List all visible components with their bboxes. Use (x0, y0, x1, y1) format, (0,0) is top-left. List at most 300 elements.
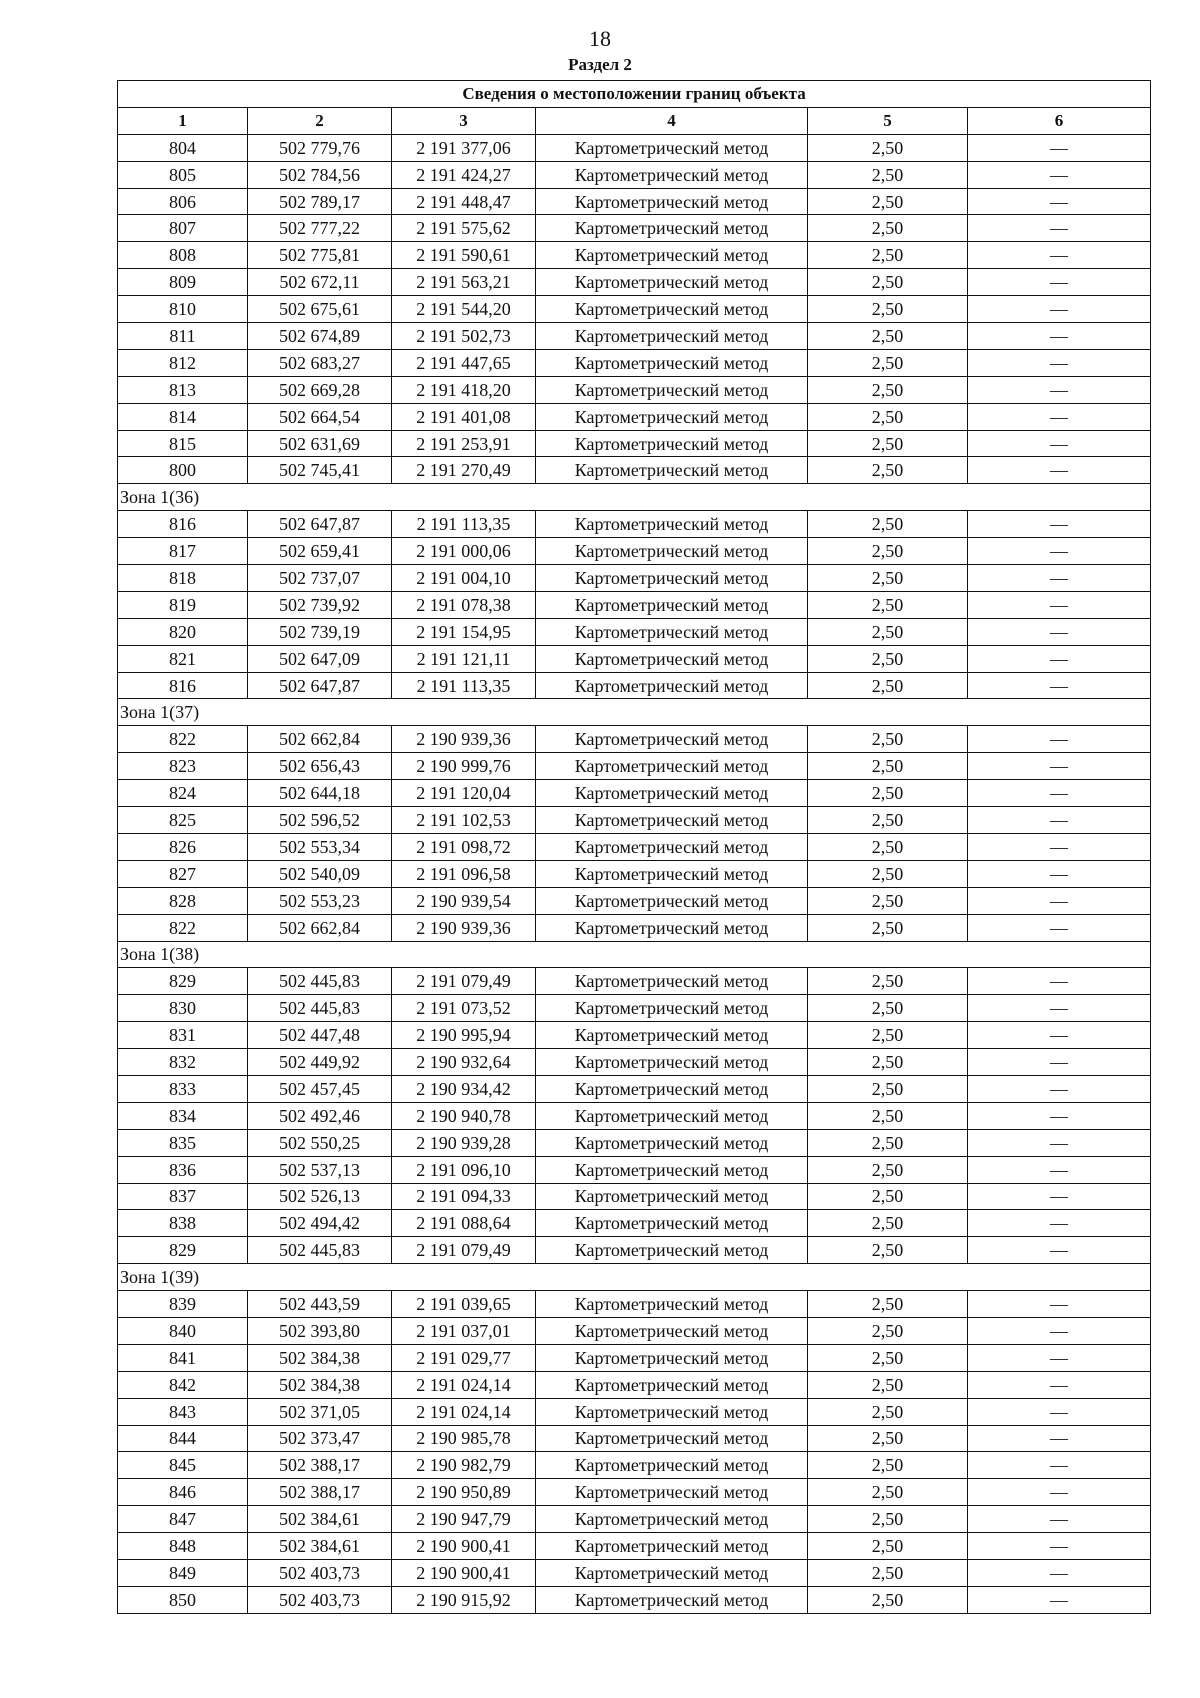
table-row (118, 1398, 1151, 1425)
point-number-cell: 823 (118, 753, 248, 780)
description-cell: — (968, 403, 1151, 430)
accuracy-cell: 2,50 (808, 1075, 968, 1102)
y-coordinate-cell: 2 190 900,41 (392, 1533, 536, 1560)
x-coordinate-cell: 502 777,22 (248, 215, 392, 242)
accuracy-cell: 2,50 (808, 1586, 968, 1613)
x-coordinate-cell: 502 669,28 (248, 376, 392, 403)
column-header: 4 (536, 107, 808, 134)
description-cell: — (968, 1317, 1151, 1344)
accuracy-cell: 2,50 (808, 349, 968, 376)
x-coordinate-cell: 502 596,52 (248, 807, 392, 834)
accuracy-cell: 2,50 (808, 1183, 968, 1210)
x-coordinate-cell: 502 775,81 (248, 242, 392, 269)
accuracy-cell: 2,50 (808, 1452, 968, 1479)
method-cell: Картометрический метод (536, 565, 808, 592)
y-coordinate-cell: 2 190 995,94 (392, 1022, 536, 1049)
description-cell: — (968, 887, 1151, 914)
table-row (118, 457, 1151, 484)
description-cell: — (968, 1075, 1151, 1102)
y-coordinate-cell: 2 191 024,14 (392, 1398, 536, 1425)
table-row (118, 1559, 1151, 1586)
method-cell: Картометрический метод (536, 887, 808, 914)
y-coordinate-cell: 2 191 253,91 (392, 430, 536, 457)
table-row (118, 565, 1151, 592)
accuracy-cell: 2,50 (808, 887, 968, 914)
point-number-cell: 819 (118, 591, 248, 618)
x-coordinate-cell: 502 445,83 (248, 1237, 392, 1264)
accuracy-cell: 2,50 (808, 538, 968, 565)
x-coordinate-cell: 502 553,23 (248, 887, 392, 914)
x-coordinate-cell: 502 662,84 (248, 914, 392, 941)
method-cell: Картометрический метод (536, 807, 808, 834)
zone-label: Зона 1(36) (118, 484, 1151, 511)
y-coordinate-cell: 2 191 073,52 (392, 995, 536, 1022)
point-number-cell: 808 (118, 242, 248, 269)
y-coordinate-cell: 2 190 900,41 (392, 1559, 536, 1586)
y-coordinate-cell: 2 191 088,64 (392, 1210, 536, 1237)
accuracy-cell: 2,50 (808, 323, 968, 350)
point-number-cell: 813 (118, 376, 248, 403)
table-row (118, 1371, 1151, 1398)
method-cell: Картометрический метод (536, 403, 808, 430)
description-cell: — (968, 1291, 1151, 1318)
table-row (118, 860, 1151, 887)
y-coordinate-cell: 2 191 094,33 (392, 1183, 536, 1210)
y-coordinate-cell: 2 191 270,49 (392, 457, 536, 484)
x-coordinate-cell: 502 784,56 (248, 161, 392, 188)
y-coordinate-cell: 2 191 096,58 (392, 860, 536, 887)
table-row (118, 1210, 1151, 1237)
y-coordinate-cell: 2 191 154,95 (392, 618, 536, 645)
point-number-cell: 825 (118, 807, 248, 834)
y-coordinate-cell: 2 191 563,21 (392, 269, 536, 296)
x-coordinate-cell: 502 537,13 (248, 1156, 392, 1183)
description-cell: — (968, 645, 1151, 672)
method-cell: Картометрический метод (536, 1533, 808, 1560)
table-row (118, 1344, 1151, 1371)
x-coordinate-cell: 502 388,17 (248, 1479, 392, 1506)
y-coordinate-cell: 2 191 096,10 (392, 1156, 536, 1183)
page-number: 18 (589, 26, 611, 51)
description-cell: — (968, 914, 1151, 941)
point-number-cell: 842 (118, 1371, 248, 1398)
method-cell: Картометрический метод (536, 968, 808, 995)
x-coordinate-cell: 502 371,05 (248, 1398, 392, 1425)
method-cell: Картометрический метод (536, 1371, 808, 1398)
method-cell: Картометрический метод (536, 242, 808, 269)
point-number-cell: 830 (118, 995, 248, 1022)
accuracy-cell: 2,50 (808, 134, 968, 161)
description-cell: — (968, 1129, 1151, 1156)
table-row (118, 188, 1151, 215)
x-coordinate-cell: 502 388,17 (248, 1452, 392, 1479)
method-cell: Картометрический метод (536, 1022, 808, 1049)
accuracy-cell: 2,50 (808, 591, 968, 618)
point-number-cell: 838 (118, 1210, 248, 1237)
x-coordinate-cell: 502 449,92 (248, 1049, 392, 1076)
table-row (118, 1129, 1151, 1156)
accuracy-cell: 2,50 (808, 618, 968, 645)
accuracy-cell: 2,50 (808, 1398, 968, 1425)
table-row (118, 134, 1151, 161)
point-number-cell: 817 (118, 538, 248, 565)
method-cell: Картометрический метод (536, 833, 808, 860)
point-number-cell: 827 (118, 860, 248, 887)
point-number-cell: 806 (118, 188, 248, 215)
point-number-cell: 837 (118, 1183, 248, 1210)
x-coordinate-cell: 502 672,11 (248, 269, 392, 296)
y-coordinate-cell: 2 190 934,42 (392, 1075, 536, 1102)
table-row (118, 215, 1151, 242)
accuracy-cell: 2,50 (808, 1371, 968, 1398)
y-coordinate-cell: 2 190 940,78 (392, 1102, 536, 1129)
point-number-cell: 829 (118, 1237, 248, 1264)
description-cell: — (968, 1506, 1151, 1533)
method-cell: Картометрический метод (536, 1559, 808, 1586)
point-number-cell: 807 (118, 215, 248, 242)
table-row (118, 1075, 1151, 1102)
description-cell: — (968, 349, 1151, 376)
method-cell: Картометрический метод (536, 1210, 808, 1237)
x-coordinate-cell: 502 674,89 (248, 323, 392, 350)
description-cell: — (968, 376, 1151, 403)
y-coordinate-cell: 2 191 000,06 (392, 538, 536, 565)
point-number-cell: 800 (118, 457, 248, 484)
method-cell: Картометрический метод (536, 1479, 808, 1506)
x-coordinate-cell: 502 664,54 (248, 403, 392, 430)
table-row (118, 887, 1151, 914)
description-cell: — (968, 753, 1151, 780)
table-row (118, 269, 1151, 296)
point-number-cell: 848 (118, 1533, 248, 1560)
accuracy-cell: 2,50 (808, 672, 968, 699)
y-coordinate-cell: 2 191 113,35 (392, 511, 536, 538)
y-coordinate-cell: 2 190 999,76 (392, 753, 536, 780)
method-cell: Картометрический метод (536, 323, 808, 350)
method-cell: Картометрический метод (536, 1425, 808, 1452)
zone-label: Зона 1(38) (118, 941, 1151, 968)
accuracy-cell: 2,50 (808, 753, 968, 780)
x-coordinate-cell: 502 789,17 (248, 188, 392, 215)
table-row (118, 1479, 1151, 1506)
table-row (118, 807, 1151, 834)
table-row (118, 538, 1151, 565)
point-number-cell: 850 (118, 1586, 248, 1613)
table-row (118, 323, 1151, 350)
boundary-table (117, 80, 1151, 1614)
method-cell: Картометрический метод (536, 1398, 808, 1425)
method-cell: Картометрический метод (536, 618, 808, 645)
y-coordinate-cell: 2 191 079,49 (392, 1237, 536, 1264)
zone-label: Зона 1(37) (118, 699, 1151, 726)
point-number-cell: 831 (118, 1022, 248, 1049)
table-row (118, 430, 1151, 457)
table-row (118, 349, 1151, 376)
x-coordinate-cell: 502 553,34 (248, 833, 392, 860)
x-coordinate-cell: 502 526,13 (248, 1183, 392, 1210)
x-coordinate-cell: 502 403,73 (248, 1586, 392, 1613)
accuracy-cell: 2,50 (808, 565, 968, 592)
method-cell: Картометрический метод (536, 753, 808, 780)
description-cell: — (968, 188, 1151, 215)
table-row (118, 1452, 1151, 1479)
table-row (118, 1317, 1151, 1344)
description-cell: — (968, 134, 1151, 161)
y-coordinate-cell: 2 190 915,92 (392, 1586, 536, 1613)
table-row (118, 1237, 1151, 1264)
accuracy-cell: 2,50 (808, 376, 968, 403)
accuracy-cell: 2,50 (808, 807, 968, 834)
point-number-cell: 818 (118, 565, 248, 592)
accuracy-cell: 2,50 (808, 780, 968, 807)
point-number-cell: 804 (118, 134, 248, 161)
y-coordinate-cell: 2 191 029,77 (392, 1344, 536, 1371)
table-row (118, 618, 1151, 645)
method-cell: Картометрический метод (536, 914, 808, 941)
table-row (118, 591, 1151, 618)
method-cell: Картометрический метод (536, 538, 808, 565)
x-coordinate-cell: 502 393,80 (248, 1317, 392, 1344)
description-cell: — (968, 618, 1151, 645)
description-cell: — (968, 215, 1151, 242)
table-title: Сведения о местоположении границ объекта (118, 81, 1151, 108)
x-coordinate-cell: 502 550,25 (248, 1129, 392, 1156)
table-row (118, 753, 1151, 780)
y-coordinate-cell: 2 191 079,49 (392, 968, 536, 995)
x-coordinate-cell: 502 675,61 (248, 296, 392, 323)
x-coordinate-cell: 502 683,27 (248, 349, 392, 376)
x-coordinate-cell: 502 647,87 (248, 672, 392, 699)
point-number-cell: 820 (118, 618, 248, 645)
method-cell: Картометрический метод (536, 376, 808, 403)
description-cell: — (968, 430, 1151, 457)
table-row (118, 296, 1151, 323)
accuracy-cell: 2,50 (808, 1102, 968, 1129)
y-coordinate-cell: 2 191 037,01 (392, 1317, 536, 1344)
description-cell: — (968, 538, 1151, 565)
accuracy-cell: 2,50 (808, 188, 968, 215)
accuracy-cell: 2,50 (808, 914, 968, 941)
column-header: 5 (808, 107, 968, 134)
y-coordinate-cell: 2 191 078,38 (392, 591, 536, 618)
table-row (118, 1586, 1151, 1613)
table-row (118, 914, 1151, 941)
description-cell: — (968, 269, 1151, 296)
method-cell: Картометрический метод (536, 1102, 808, 1129)
description-cell: — (968, 323, 1151, 350)
point-number-cell: 828 (118, 887, 248, 914)
point-number-cell: 812 (118, 349, 248, 376)
description-cell: — (968, 1452, 1151, 1479)
accuracy-cell: 2,50 (808, 860, 968, 887)
table-row (118, 726, 1151, 753)
point-number-cell: 816 (118, 672, 248, 699)
accuracy-cell: 2,50 (808, 645, 968, 672)
column-header: 1 (118, 107, 248, 134)
table-row (118, 645, 1151, 672)
point-number-cell: 821 (118, 645, 248, 672)
x-coordinate-cell: 502 384,61 (248, 1506, 392, 1533)
y-coordinate-cell: 2 191 448,47 (392, 188, 536, 215)
method-cell: Картометрический метод (536, 188, 808, 215)
section-title: Раздел 2 (568, 55, 632, 74)
point-number-cell: 833 (118, 1075, 248, 1102)
y-coordinate-cell: 2 191 575,62 (392, 215, 536, 242)
accuracy-cell: 2,50 (808, 1344, 968, 1371)
method-cell: Картометрический метод (536, 457, 808, 484)
table-row (118, 161, 1151, 188)
point-number-cell: 822 (118, 726, 248, 753)
x-coordinate-cell: 502 492,46 (248, 1102, 392, 1129)
y-coordinate-cell: 2 191 039,65 (392, 1291, 536, 1318)
description-cell: — (968, 968, 1151, 995)
y-coordinate-cell: 2 190 939,28 (392, 1129, 536, 1156)
table-row (118, 1156, 1151, 1183)
method-cell: Картометрический метод (536, 511, 808, 538)
description-cell: — (968, 807, 1151, 834)
x-coordinate-cell: 502 745,41 (248, 457, 392, 484)
x-coordinate-cell: 502 644,18 (248, 780, 392, 807)
y-coordinate-cell: 2 191 418,20 (392, 376, 536, 403)
accuracy-cell: 2,50 (808, 1291, 968, 1318)
accuracy-cell: 2,50 (808, 1022, 968, 1049)
x-coordinate-cell: 502 647,87 (248, 511, 392, 538)
accuracy-cell: 2,50 (808, 833, 968, 860)
x-coordinate-cell: 502 779,76 (248, 134, 392, 161)
x-coordinate-cell: 502 384,38 (248, 1344, 392, 1371)
x-coordinate-cell: 502 739,92 (248, 591, 392, 618)
table-row (118, 1506, 1151, 1533)
method-cell: Картометрический метод (536, 1291, 808, 1318)
description-cell: — (968, 672, 1151, 699)
description-cell: — (968, 565, 1151, 592)
y-coordinate-cell: 2 191 502,73 (392, 323, 536, 350)
accuracy-cell: 2,50 (808, 457, 968, 484)
y-coordinate-cell: 2 190 939,36 (392, 914, 536, 941)
y-coordinate-cell: 2 190 985,78 (392, 1425, 536, 1452)
method-cell: Картометрический метод (536, 1317, 808, 1344)
description-cell: — (968, 161, 1151, 188)
y-coordinate-cell: 2 191 424,27 (392, 161, 536, 188)
x-coordinate-cell: 502 403,73 (248, 1559, 392, 1586)
point-number-cell: 845 (118, 1452, 248, 1479)
method-cell: Картометрический метод (536, 726, 808, 753)
accuracy-cell: 2,50 (808, 1129, 968, 1156)
table-row (118, 511, 1151, 538)
y-coordinate-cell: 2 191 098,72 (392, 833, 536, 860)
point-number-cell: 815 (118, 430, 248, 457)
x-coordinate-cell: 502 540,09 (248, 860, 392, 887)
x-coordinate-cell: 502 384,38 (248, 1371, 392, 1398)
method-cell: Картометрический метод (536, 1506, 808, 1533)
method-cell: Картометрический метод (536, 1237, 808, 1264)
description-cell: — (968, 1049, 1151, 1076)
zone-row (118, 699, 1151, 726)
table-row (118, 833, 1151, 860)
accuracy-cell: 2,50 (808, 1237, 968, 1264)
y-coordinate-cell: 2 191 401,08 (392, 403, 536, 430)
x-coordinate-cell: 502 737,07 (248, 565, 392, 592)
table-row (118, 1102, 1151, 1129)
method-cell: Картометрический метод (536, 430, 808, 457)
method-cell: Картометрический метод (536, 672, 808, 699)
description-cell: — (968, 1479, 1151, 1506)
y-coordinate-cell: 2 191 377,06 (392, 134, 536, 161)
table-row (118, 780, 1151, 807)
table-row (118, 1022, 1151, 1049)
table-row (118, 376, 1151, 403)
point-number-cell: 810 (118, 296, 248, 323)
column-number-row (118, 107, 1151, 134)
accuracy-cell: 2,50 (808, 1479, 968, 1506)
x-coordinate-cell: 502 373,47 (248, 1425, 392, 1452)
method-cell: Картометрический метод (536, 1452, 808, 1479)
method-cell: Картометрический метод (536, 1049, 808, 1076)
method-cell: Картометрический метод (536, 161, 808, 188)
description-cell: — (968, 1344, 1151, 1371)
point-number-cell: 814 (118, 403, 248, 430)
accuracy-cell: 2,50 (808, 1317, 968, 1344)
description-cell: — (968, 833, 1151, 860)
point-number-cell: 835 (118, 1129, 248, 1156)
zone-row (118, 1264, 1151, 1291)
accuracy-cell: 2,50 (808, 403, 968, 430)
accuracy-cell: 2,50 (808, 968, 968, 995)
column-header: 6 (968, 107, 1151, 134)
x-coordinate-cell: 502 445,83 (248, 995, 392, 1022)
point-number-cell: 822 (118, 914, 248, 941)
table-row (118, 1425, 1151, 1452)
y-coordinate-cell: 2 191 004,10 (392, 565, 536, 592)
table-row (118, 1049, 1151, 1076)
method-cell: Картометрический метод (536, 269, 808, 296)
x-coordinate-cell: 502 647,09 (248, 645, 392, 672)
y-coordinate-cell: 2 190 950,89 (392, 1479, 536, 1506)
description-cell: — (968, 1371, 1151, 1398)
point-number-cell: 843 (118, 1398, 248, 1425)
description-cell: — (968, 511, 1151, 538)
table-title-row (118, 81, 1151, 108)
point-number-cell: 832 (118, 1049, 248, 1076)
point-number-cell: 849 (118, 1559, 248, 1586)
accuracy-cell: 2,50 (808, 995, 968, 1022)
point-number-cell: 846 (118, 1479, 248, 1506)
description-cell: — (968, 1398, 1151, 1425)
accuracy-cell: 2,50 (808, 269, 968, 296)
y-coordinate-cell: 2 191 120,04 (392, 780, 536, 807)
y-coordinate-cell: 2 191 102,53 (392, 807, 536, 834)
description-cell: — (968, 296, 1151, 323)
point-number-cell: 805 (118, 161, 248, 188)
description-cell: — (968, 1559, 1151, 1586)
point-number-cell: 847 (118, 1506, 248, 1533)
method-cell: Картометрический метод (536, 591, 808, 618)
y-coordinate-cell: 2 190 939,36 (392, 726, 536, 753)
y-coordinate-cell: 2 191 544,20 (392, 296, 536, 323)
accuracy-cell: 2,50 (808, 1425, 968, 1452)
method-cell: Картометрический метод (536, 780, 808, 807)
method-cell: Картометрический метод (536, 860, 808, 887)
x-coordinate-cell: 502 494,42 (248, 1210, 392, 1237)
accuracy-cell: 2,50 (808, 1559, 968, 1586)
description-cell: — (968, 780, 1151, 807)
method-cell: Картометрический метод (536, 1183, 808, 1210)
description-cell: — (968, 1022, 1151, 1049)
table-row (118, 1533, 1151, 1560)
accuracy-cell: 2,50 (808, 430, 968, 457)
y-coordinate-cell: 2 190 982,79 (392, 1452, 536, 1479)
accuracy-cell: 2,50 (808, 726, 968, 753)
